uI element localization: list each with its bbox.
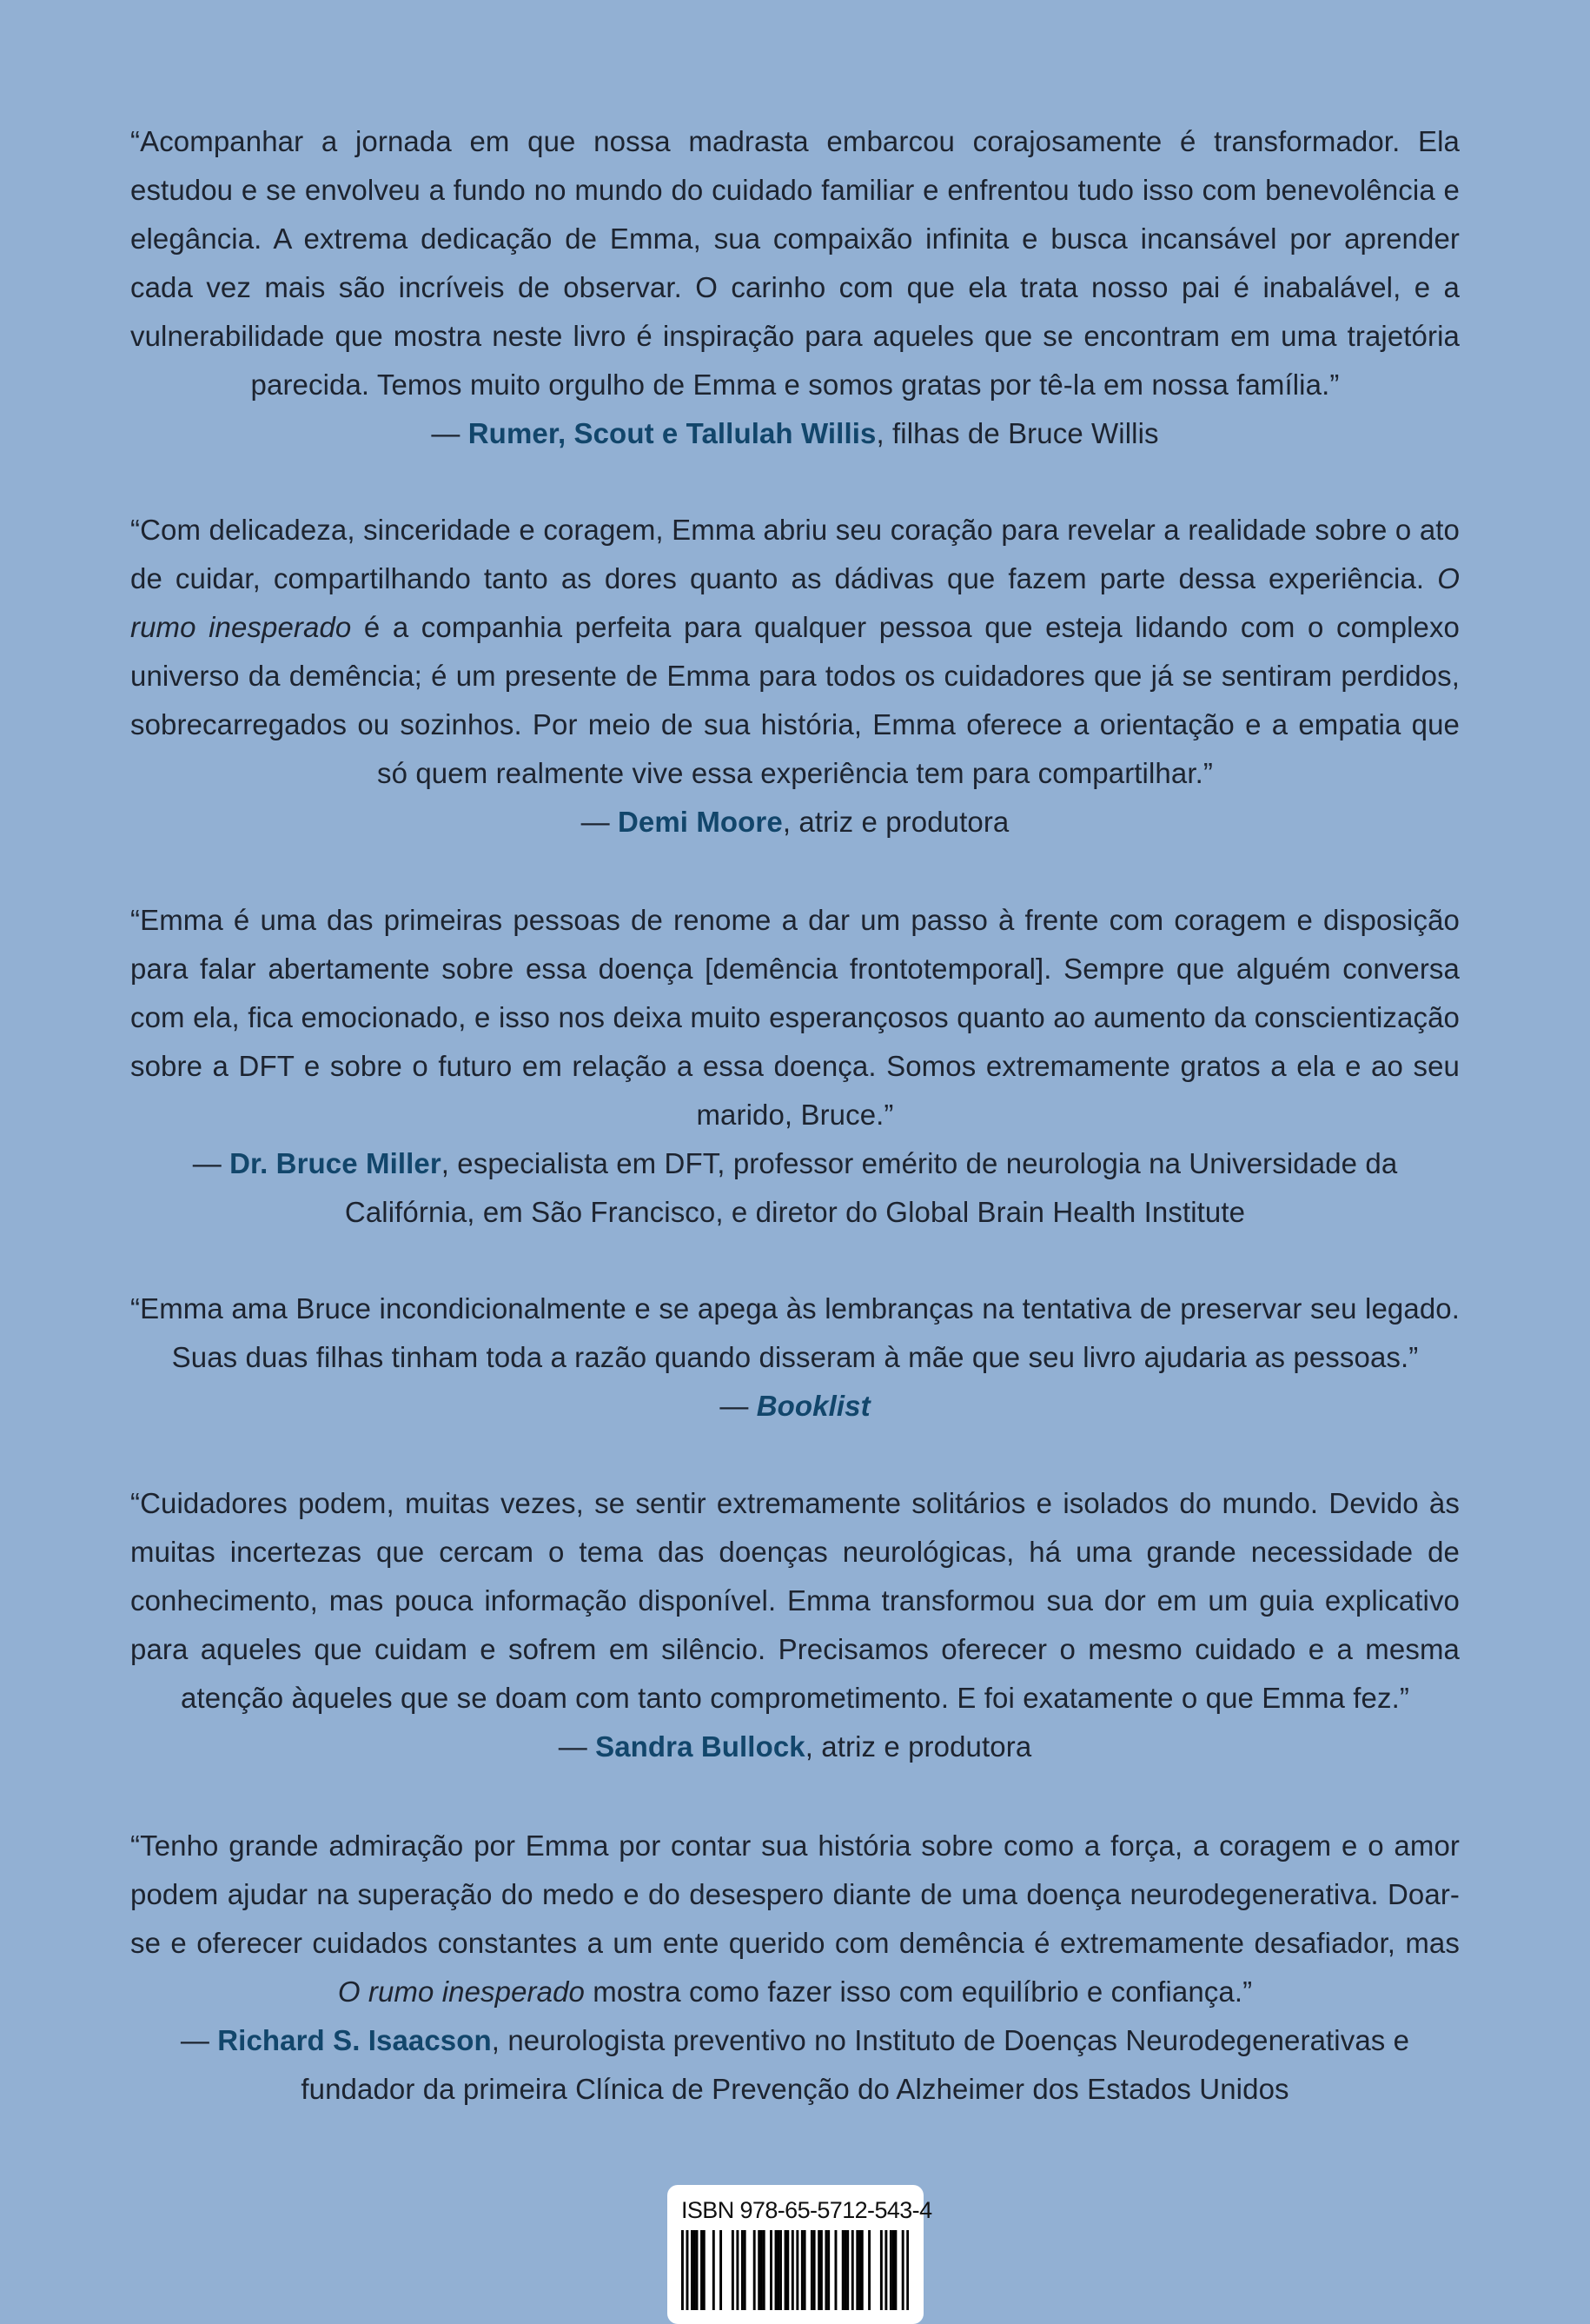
barcode-bar [700, 2230, 703, 2310]
blurb-quote: “Emma ama Bruce incondicionalmente e se apega às lembranças na tentativa de preservar seu legado. Suas duas filhas tinham toda a razão quando disseram à mãe que seu livro ajudaria as pessoas.” [130, 1292, 1460, 1373]
barcode-bar [753, 2230, 756, 2310]
blurb-attribution [130, 409, 1460, 458]
blurb-booklist [130, 1285, 1460, 1431]
blurb-attribution [130, 798, 1460, 847]
blurb-author-role: , filhas de Bruce Willis [876, 417, 1159, 449]
barcode-bar [732, 2230, 734, 2310]
blurb-author-role: , atriz e produtora [782, 806, 1010, 838]
barcode-bar [851, 2230, 854, 2310]
barcode-bar [894, 2230, 897, 2310]
barcode-bar [880, 2230, 883, 2310]
blurb-author-role: , neurologista preventivo no Instituto de Doenças Neurodegenerativas e fundador da primeira Clínica de Prevenção do Alzheimer dos Estados Unidos [301, 2024, 1410, 2105]
barcode-bar [892, 2230, 895, 2310]
barcode-bar [696, 2230, 699, 2310]
barcode-bar [785, 2230, 787, 2310]
barcode-bar [712, 2230, 715, 2310]
blurb-quote-part: é a companhia perfeita para qualquer pessoa que esteja lidando com o complexo universo da demência; é um presente de Emma para todos os cuidadores que já se sentiram perdidos, sobrecarregados ou sozinhos. Por meio de sua história, Emma oferece a orientação e a empatia que só quem realmente vive essa experiência tem para compartilhar.” [130, 611, 1461, 789]
barcode-bar [775, 2230, 778, 2310]
attribution-dash: — [580, 806, 618, 838]
barcode-bar [719, 2230, 722, 2310]
isbn-label: ISBN 978-65-5712-543-4 [681, 2197, 932, 2223]
barcode-bar [868, 2230, 871, 2310]
barcode-bar [796, 2230, 798, 2310]
attribution-dash: — [431, 417, 468, 449]
blurb-bruce-miller [130, 896, 1460, 1237]
barcode-icon [681, 2230, 909, 2310]
isbn-barcode-box [667, 2185, 932, 2324]
barcode-bar [845, 2230, 847, 2310]
blurb-quote: “Acompanhar a jornada em que nossa madrasta embarcou corajosamente é transformador. Ela estudou e se envolveu a fundo no mundo do cuidado familiar e enfrentou tudo isso com benevolência e elegância. A extrema dedicação de Emma, sua compaixão infinita e busca incansável por aprender cada vez mais são incríveis de observar. O carinho com que ela trata nosso pai é inabalável, e a vulnerabilidade que mostra neste livro é inspiração para aqueles que se encontram em uma trajetória parecida. Temos muito orgulho de Emma e somos gratas por tê-la em nossa família.” [130, 125, 1460, 401]
blurb-quote-part: “Com delicadeza, sinceridade e coragem, Emma abriu seu coração para revelar a realidade sobre o ato de cuidar, compartilhando tanto as dores quanto as dádivas que fazem parte dessa experiência. [130, 514, 1460, 594]
blurb-quote [130, 506, 1460, 798]
barcode-bar [890, 2230, 892, 2310]
blurb-attribution [130, 2016, 1460, 2114]
barcode-bar [763, 2230, 765, 2310]
barcode-bar [906, 2230, 909, 2310]
barcode-bar [792, 2230, 794, 2310]
blurb-quote: “Emma é uma das primeiras pessoas de renome a dar um passo à frente com coragem e disposição para falar abertamente sobre essa doença [demência frontotemporal]. Sempre que alguém conversa com ela, fica emocionado, e isso nos deixa muito esperançosos quanto ao aumento da conscientização sobre a DFT e sobre o futuro em relação a essa doença. Somos extremamente gratos a ela e ao seu marido, Bruce.” [130, 904, 1460, 1131]
book-title: O rumo inesperado [337, 1975, 585, 2008]
barcode-bar [884, 2230, 887, 2310]
attribution-dash: — [558, 1730, 596, 1763]
blurb-attribution [130, 1382, 1460, 1431]
barcode-bar [818, 2230, 820, 2310]
blurb-demi-moore [130, 506, 1460, 847]
blurb-author: Richard S. Isaacson [217, 2024, 492, 2056]
blurb-author: Sandra Bullock [595, 1730, 805, 1763]
barcode-bar [813, 2230, 816, 2310]
blurb-sandra-bullock [130, 1479, 1460, 1771]
blurb-quote-part: “Tenho grande admiração por Emma por contar sua história sobre como a força, a coragem e o amor podem ajudar na superação do medo e do desespero diante de uma doença neurodegenerativa. Doar-se e oferecer cuidados constantes a um ente querido com demência é extremamente desafiador, mas [130, 1829, 1460, 1959]
blurb-quote [130, 1822, 1460, 2016]
blurb-author: Booklist [756, 1390, 871, 1422]
book-title: O rumo inesperado [130, 562, 1460, 643]
blurb-richard-isaacson [130, 1822, 1460, 2114]
barcode-bar [858, 2230, 861, 2310]
barcode-bar [842, 2230, 845, 2310]
barcode-bar [777, 2230, 779, 2310]
attribution-dash: — [719, 1390, 757, 1422]
barcode-bar [786, 2230, 789, 2310]
barcode-bar [686, 2230, 689, 2310]
blurb-quote: “Cuidadores podem, muitas vezes, se sentir extremamente solitários e isolados do mundo. Devido às muitas incertezas que cercam o tema das doenças neurológicas, há uma grande necessidade de conhecimento, mas pouca informação disponível. Emma transformou sua dor em um guia explicativo para aqueles que cuidam e sofrem em silêncio. Precisamos oferecer o mesmo cuidado e a mesma atenção àqueles que se doam com tanto comprometimento. E foi exatamente o que Emma fez.” [130, 1487, 1460, 1714]
barcode-bar [846, 2230, 849, 2310]
barcode-bar [820, 2230, 823, 2310]
barcode-bar [760, 2230, 763, 2310]
blurb-author-role: , atriz e produtora [805, 1730, 1032, 1763]
barcode-bar [835, 2230, 838, 2310]
barcode-bar [758, 2230, 760, 2310]
attribution-dash: — [192, 1147, 230, 1179]
barcode-bar [811, 2230, 813, 2310]
barcode-bar [693, 2230, 696, 2310]
barcode-bar [703, 2230, 706, 2310]
blurb-author: Demi Moore [617, 806, 783, 838]
blurb-attribution [130, 1139, 1460, 1237]
barcode-bar [681, 2230, 684, 2310]
barcode-bar [770, 2230, 772, 2310]
barcode-bar [779, 2230, 782, 2310]
barcode-bar [691, 2230, 693, 2310]
barcode-bar [804, 2230, 806, 2310]
blurb-quote-part: mostra como fazer isso com equilíbrio e confiança.” [585, 1975, 1253, 2008]
barcode-bar [861, 2230, 864, 2310]
barcode-bar [736, 2230, 739, 2310]
attribution-dash: — [180, 2024, 218, 2056]
barcode-bar [856, 2230, 858, 2310]
barcode-bar [741, 2230, 744, 2310]
blurb-author-role: , especialista em DFT, professor emérito de neurologia na Universidade da Califórnia, em São Francisco, e diretor do Global Brain Health Institute [344, 1147, 1398, 1228]
barcode-bar [825, 2230, 827, 2310]
barcode-bar [902, 2230, 904, 2310]
blurb-author: Dr. Bruce Miller [229, 1147, 441, 1179]
blurb-author: Rumer, Scout e Tallulah Willis [467, 417, 877, 449]
blurb-rumer-scout-tallulah [130, 117, 1460, 458]
barcode-bar [801, 2230, 804, 2310]
barcode-bar [827, 2230, 830, 2310]
barcode-bar [744, 2230, 746, 2310]
blurb-attribution [130, 1723, 1460, 1771]
